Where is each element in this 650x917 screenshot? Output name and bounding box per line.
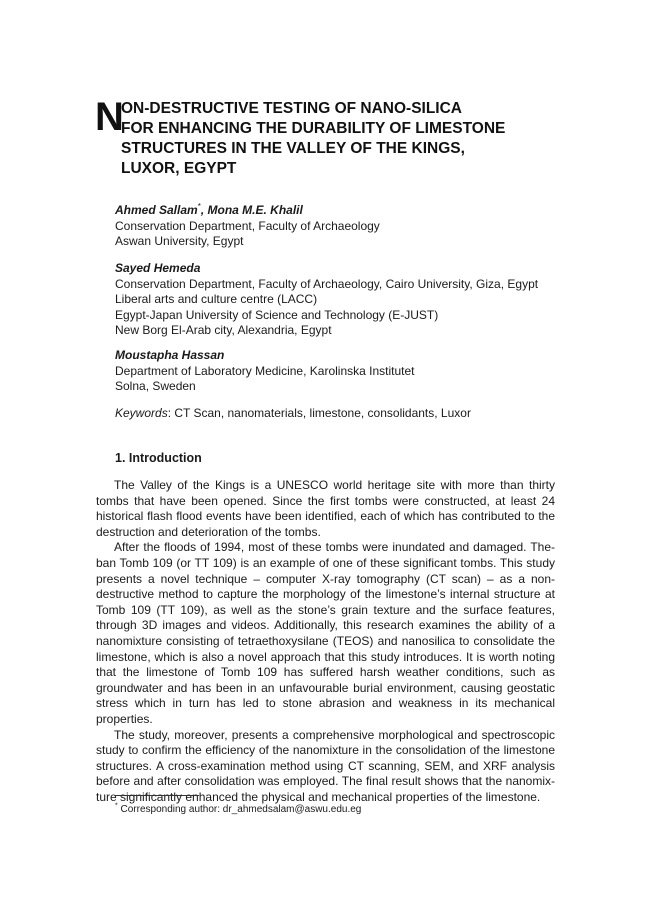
section-heading: 1. Introduction	[115, 451, 202, 465]
affiliation-line: Egypt-Japan University of Science and Technology (E-JUST)	[115, 307, 439, 322]
footnote	[115, 804, 361, 815]
footnote-divider	[115, 795, 199, 796]
keywords-line	[115, 406, 471, 420]
author-name: Ahmed Sallam	[115, 203, 198, 217]
keywords-text: : CT Scan, nanomaterials, limestone, consolidants, Luxor	[167, 406, 471, 420]
author-block-2	[115, 261, 585, 339]
author-name: Moustapha Hassan	[115, 348, 225, 362]
affiliation-line: New Borg El-Arab city, Alexandria, Egypt	[115, 323, 332, 338]
author-block-3	[115, 348, 585, 395]
author-name-rest: , Mona M.E. Khalil	[200, 203, 303, 217]
paragraph: The Valley of the Kings is a UNESCO world heritage site with more than thirty tombs that have been opened. Since the first tombs were constructed, at least 24 historical flash flood events have been identified, each of which has contributed to the destruction and deterioration of the tombs.	[96, 478, 555, 539]
author-name: Sayed Hemeda	[115, 261, 201, 275]
title-dropcap: N	[95, 95, 124, 139]
paragraph: The study, moreover, presents a comprehensive morphological and spectroscopic study to confirm the efficiency of the nanomixture in the consolidation of the limestone structures. A cross-examination method using CT scanning, SEM, and XRF analysis before and after consolidation was employed. The final result shows that the nanomix-ture significantly enhanced the physical and mechanical properties of the limestone.	[96, 727, 555, 804]
keywords-label: Keywords	[115, 406, 168, 420]
title-line-1: ON-DESTRUCTIVE TESTING OF NANO-SILICA	[121, 100, 462, 117]
affiliation-line: Aswan University, Egypt	[115, 234, 244, 249]
affiliation-line: Conservation Department, Faculty of Archaeology	[115, 218, 380, 233]
footnote-marker: *	[115, 802, 118, 810]
footnote-text: Corresponding author: dr_ahmedsalam@aswu.edu.eg	[117, 804, 362, 815]
body-text	[96, 478, 555, 805]
affiliation-line: Solna, Sweden	[115, 379, 196, 394]
title-line-3: STRUCTURES IN THE VALLEY OF THE KINGS,	[121, 140, 465, 157]
author-footnote-marker: *	[197, 202, 201, 211]
affiliation-line: Liberal arts and culture centre (LACC)	[115, 292, 318, 307]
affiliation-line: Department of Laboratory Medicine, Karolinska Institutet	[115, 363, 415, 378]
title-line-4: LUXOR, EGYPT	[121, 160, 237, 177]
paragraph: After the floods of 1994, most of these tombs were inundated and damaged. The-ban Tomb 109 (or TT 109) is an example of one of these significant tombs. This study presents a novel technique – computer X-ray tomography (CT scan) – as a non-destructive method to capture the morphology of the limestone’s internal structure at Tomb 109 (TT 109), as well as the stone’s grain texture and the surface features, through 3D images and videos. Additionally, this research examines the ability of a nanomixture consisting of tetraethoxysilane (TEOS) and nanosilica to consolidate the limestone, which is also a novel approach that this study introduces. It is worth noting that the limestone of Tomb 109 has suffered harsh weather conditions, such as groundwater and has been in an unfavourable burial environment, causing geostatic stress which in turn has led to stone abrasion and weakness in its mechanical properties.	[96, 540, 555, 726]
title-line-2: FOR ENHANCING THE DURABILITY OF LIMESTONE	[121, 120, 506, 137]
author-block-1	[115, 203, 585, 250]
affiliation-line: Conservation Department, Faculty of Archaeology, Cairo University, Giza, Egypt	[115, 276, 539, 291]
